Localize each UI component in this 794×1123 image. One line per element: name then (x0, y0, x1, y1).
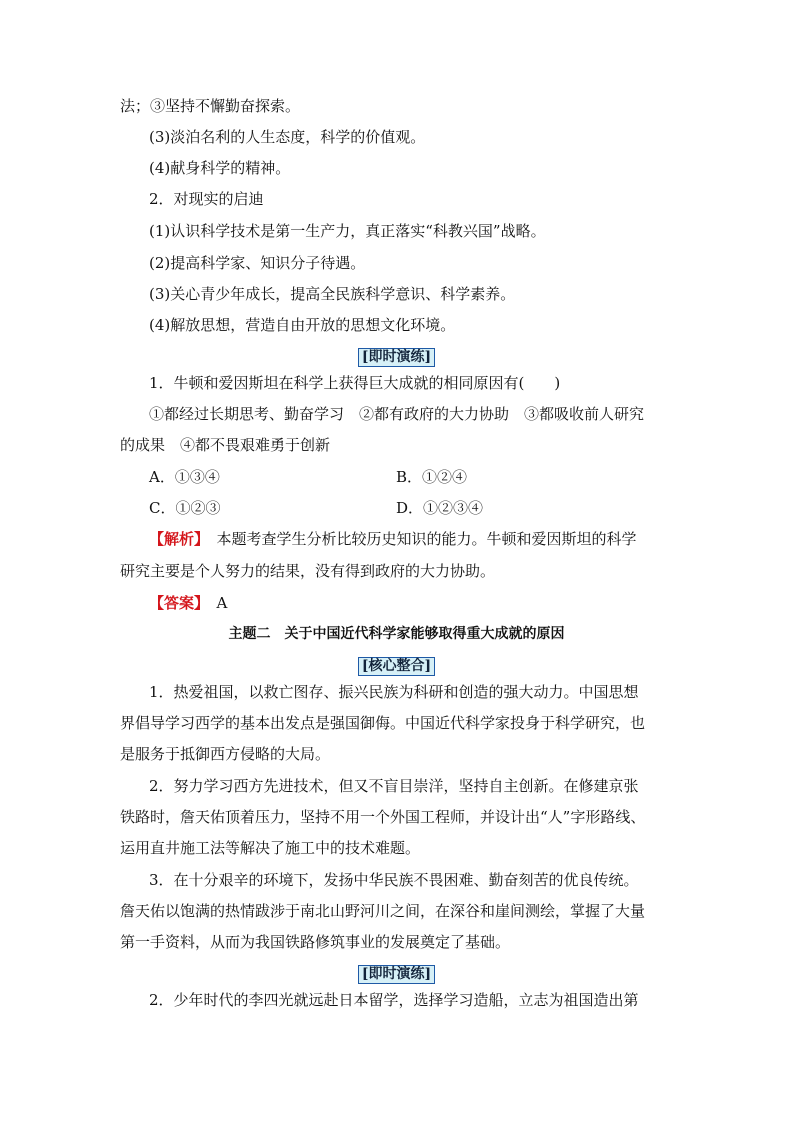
paragraph-line: 詹天佑以饱满的热情跋涉于南北山野河川之间，在深谷和崖间测绘，掌握了大量 (120, 902, 646, 920)
analysis-line-2: 研究主要是个人努力的结果，没有得到政府的大力协助。 (120, 562, 496, 580)
paragraph-line: 第一手资料，从而为我国铁路修筑事业的发展奠定了基础。 (120, 933, 511, 951)
question-stem-line: 的成果 ④都不畏艰难勇于创新 (120, 436, 331, 454)
text-line: (2)提高科学家、知识分子待遇。 (149, 254, 366, 272)
option-a: A．①③④ (149, 468, 220, 486)
paragraph-line: 运用直井施工法等解决了施工中的技术难题。 (120, 839, 421, 857)
question-stem-line: ①都经过长期思考、勤奋学习 ②都有政府的大力协助 ③都吸收前人研究 (149, 405, 645, 423)
option-c: C．①②③ (149, 499, 221, 517)
theme-title: 主题二 关于中国近代科学家能够取得重大成就的原因 (228, 626, 565, 642)
option-b: B．①②④ (396, 468, 468, 486)
question-text: 2．少年时代的李四光就远赴日本留学，选择学习造船，立志为祖国造出第 (149, 991, 639, 1009)
paragraph-line: 界倡导学习西学的基本出发点是强国御侮。中国近代科学家投身于科学研究，也 (120, 714, 646, 732)
paragraph-line: 2．努力学习西方先进技术，但又不盲目崇洋，坚持自主创新。在修建京张 (149, 777, 639, 795)
section-tag: [核心整合] (358, 657, 435, 676)
answer-value: A (216, 594, 228, 612)
section-tag: [即时演练] (358, 965, 435, 984)
paragraph-line: 3．在十分艰辛的环境下，发扬中华民族不畏困难、勤奋刻苦的优良传统。 (149, 871, 639, 889)
paragraph-line: 铁路时，詹天佑顶着压力，坚持不用一个外国工程师，并设计出“人”字形路线、 (120, 808, 646, 826)
text-line: (3)关心青少年成长，提高全民族科学意识、科学素养。 (149, 285, 516, 303)
answer-line (149, 593, 227, 613)
paragraph-line: 1．热爱祖国，以救亡图存、振兴民族为科研和创造的强大动力。中国思想 (149, 683, 639, 701)
section-tag: [即时演练] (358, 348, 435, 367)
text-line: 2．对现实的启迪 (149, 190, 264, 208)
question-text: 1．牛顿和爱因斯坦在科学上获得巨大成就的相同原因有( ) (149, 374, 561, 392)
option-d: D．①②③④ (396, 499, 484, 517)
text-line: 法；③坚持不懈勤奋探索。 (120, 97, 301, 115)
answer-label: 【答案】 (149, 594, 202, 612)
text-line: (4)献身科学的精神。 (149, 159, 291, 177)
text-line: (3)淡泊名利的人生态度，科学的价值观。 (149, 128, 426, 146)
text-line: (4)解放思想，营造自由开放的思想文化环境。 (149, 316, 456, 334)
analysis-line (149, 529, 637, 549)
section-tag-row (120, 655, 673, 676)
analysis-label: 【解析】 (149, 530, 202, 548)
section-tag-row (120, 346, 673, 367)
analysis-text: 本题考查学生分析比较历史知识的能力。牛顿和爱因斯坦的科学 (216, 530, 637, 548)
paragraph-line: 是服务于抵御西方侵略的大局。 (120, 745, 331, 763)
section-tag-row (120, 963, 673, 984)
text-line: (1)认识科学技术是第一生产力，真正落实“科教兴国”战略。 (149, 222, 546, 240)
